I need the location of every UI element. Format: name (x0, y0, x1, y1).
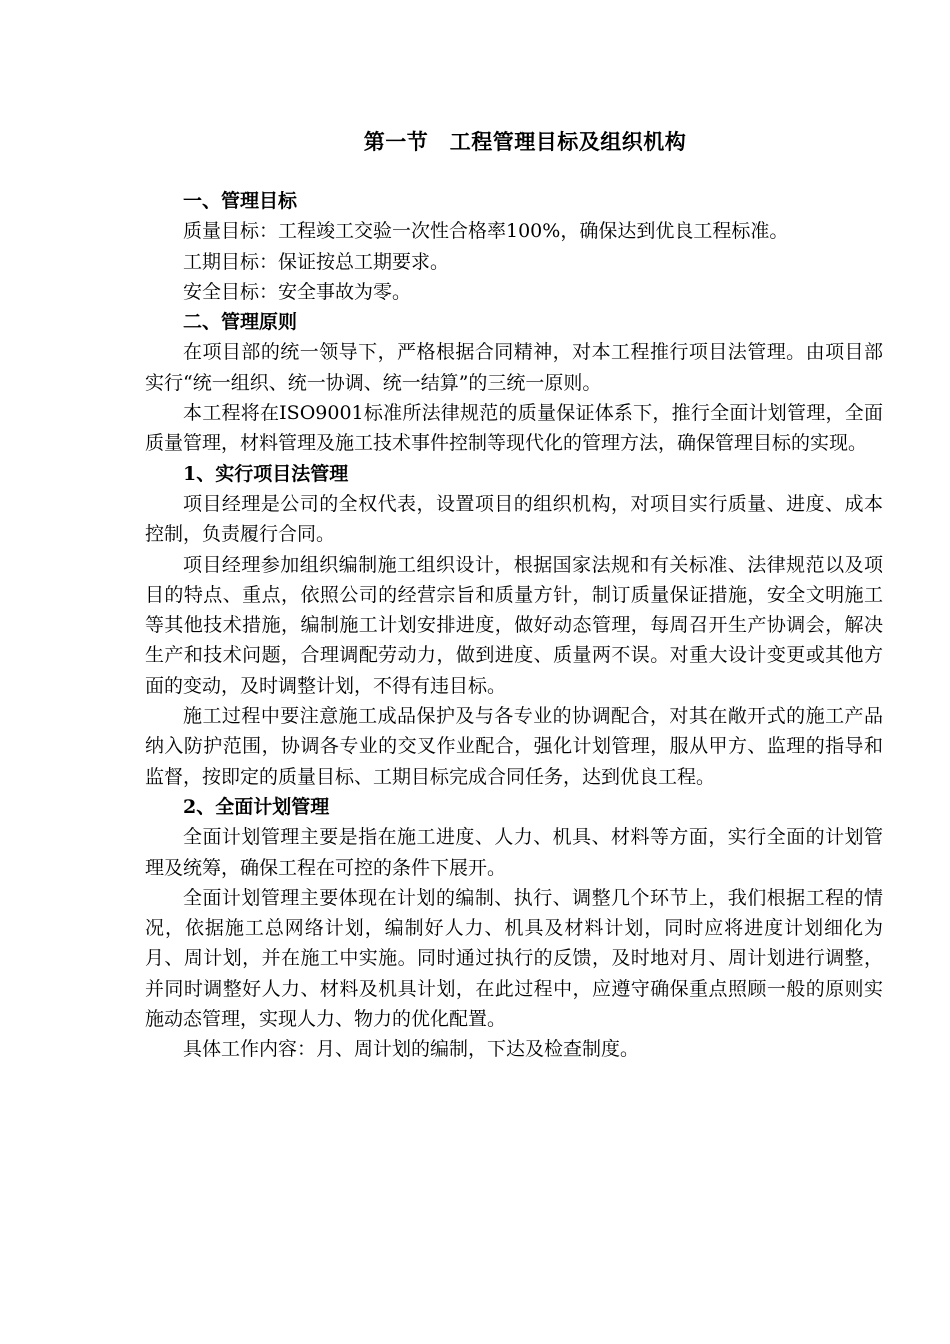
paragraph-iso9001: 本工程将在ISO9001标准所法律规范的质量保证体系下，推行全面计划管理，全面质量管理，材料管理及施工技术事件控制等现代化的管理方法，确保管理目标的实现。 (145, 402, 883, 455)
paragraph-planning-scope: 全面计划管理主要是指在施工进度、人力、机具、材料等方面，实行全面的计划管理及统筹，确保工程在可控的条件下展开。 (145, 826, 883, 879)
paragraph-safety-goal: 安全目标：安全事故为零。 (183, 280, 412, 303)
document-body (145, 186, 883, 1065)
paragraph-project-manager-role: 项目经理是公司的全权代表，设置项目的组织机构，对项目实行质量、进度、成本控制，负责履行合同。 (145, 492, 883, 546)
heading-project-method: 1、实行项目法管理 (183, 462, 349, 485)
heading-management-principles: 二、管理原则 (183, 311, 298, 334)
paragraph-construction-coordination: 施工过程中要注意施工成品保护及与各专业的协调配合，对其在敞开式的施工产品纳入防护范围，协调各专业的交叉作业配合，强化计划管理，服从甲方、监理的指导和监督，按即定的质量目标、工期目标完成合同任务，达到优良工程。 (145, 705, 883, 788)
paragraph-planning-process: 全面计划管理主要体现在计划的编制、执行、调整几个环节上，我们根据工程的情况，依据施工总网络计划，编制好人力、机具及材料计划，同时应将进度计划细化为月、周计划，并在施工中实施。同时通过执行的反馈，及时地对月、周计划进行调整，并同时调整好人力、材料及机具计划，在此过程中，应遵守确保重点照顾一般的原则实施动态管理，实现人力、物力的优化配置。 (145, 886, 883, 1031)
paragraph-unified-leadership: 在项目部的统一领导下，严格根据合同精神，对本工程推行项目法管理。由项目部实行“统一组织、统一协调、统一结算”的三统一原则。 (145, 341, 883, 394)
heading-management-goals: 一、管理目标 (183, 190, 298, 212)
paragraph-project-manager-duties: 项目经理参加组织编制施工组织设计，根据国家法规和有关标准、法律规范以及项目的特点、重点，依照公司的经营宗旨和质量方针，制订质量保证措施，安全文明施工等其他技术措施，编制施工计划安排进度，做好动态管理，每周召开生产协调会，解决生产和技术问题，合理调配劳动力，做到进度、质量两不误。对重大设计变更或其他方面的变动，及时调整计划，不得有违目标。 (145, 553, 883, 697)
section-title: 第一节 工程管理目标及组织机构 (363, 129, 687, 154)
heading-comprehensive-planning: 2、全面计划管理 (183, 795, 330, 818)
paragraph-schedule-goal: 工期目标：保证按总工期要求。 (183, 250, 450, 273)
paragraph-quality-goal: 质量目标：工程竣工交验一次性合格率100%，确保达到优良工程标准。 (183, 220, 789, 243)
paragraph-work-content: 具体工作内容：月、周计划的编制，下达及检查制度。 (183, 1038, 640, 1061)
